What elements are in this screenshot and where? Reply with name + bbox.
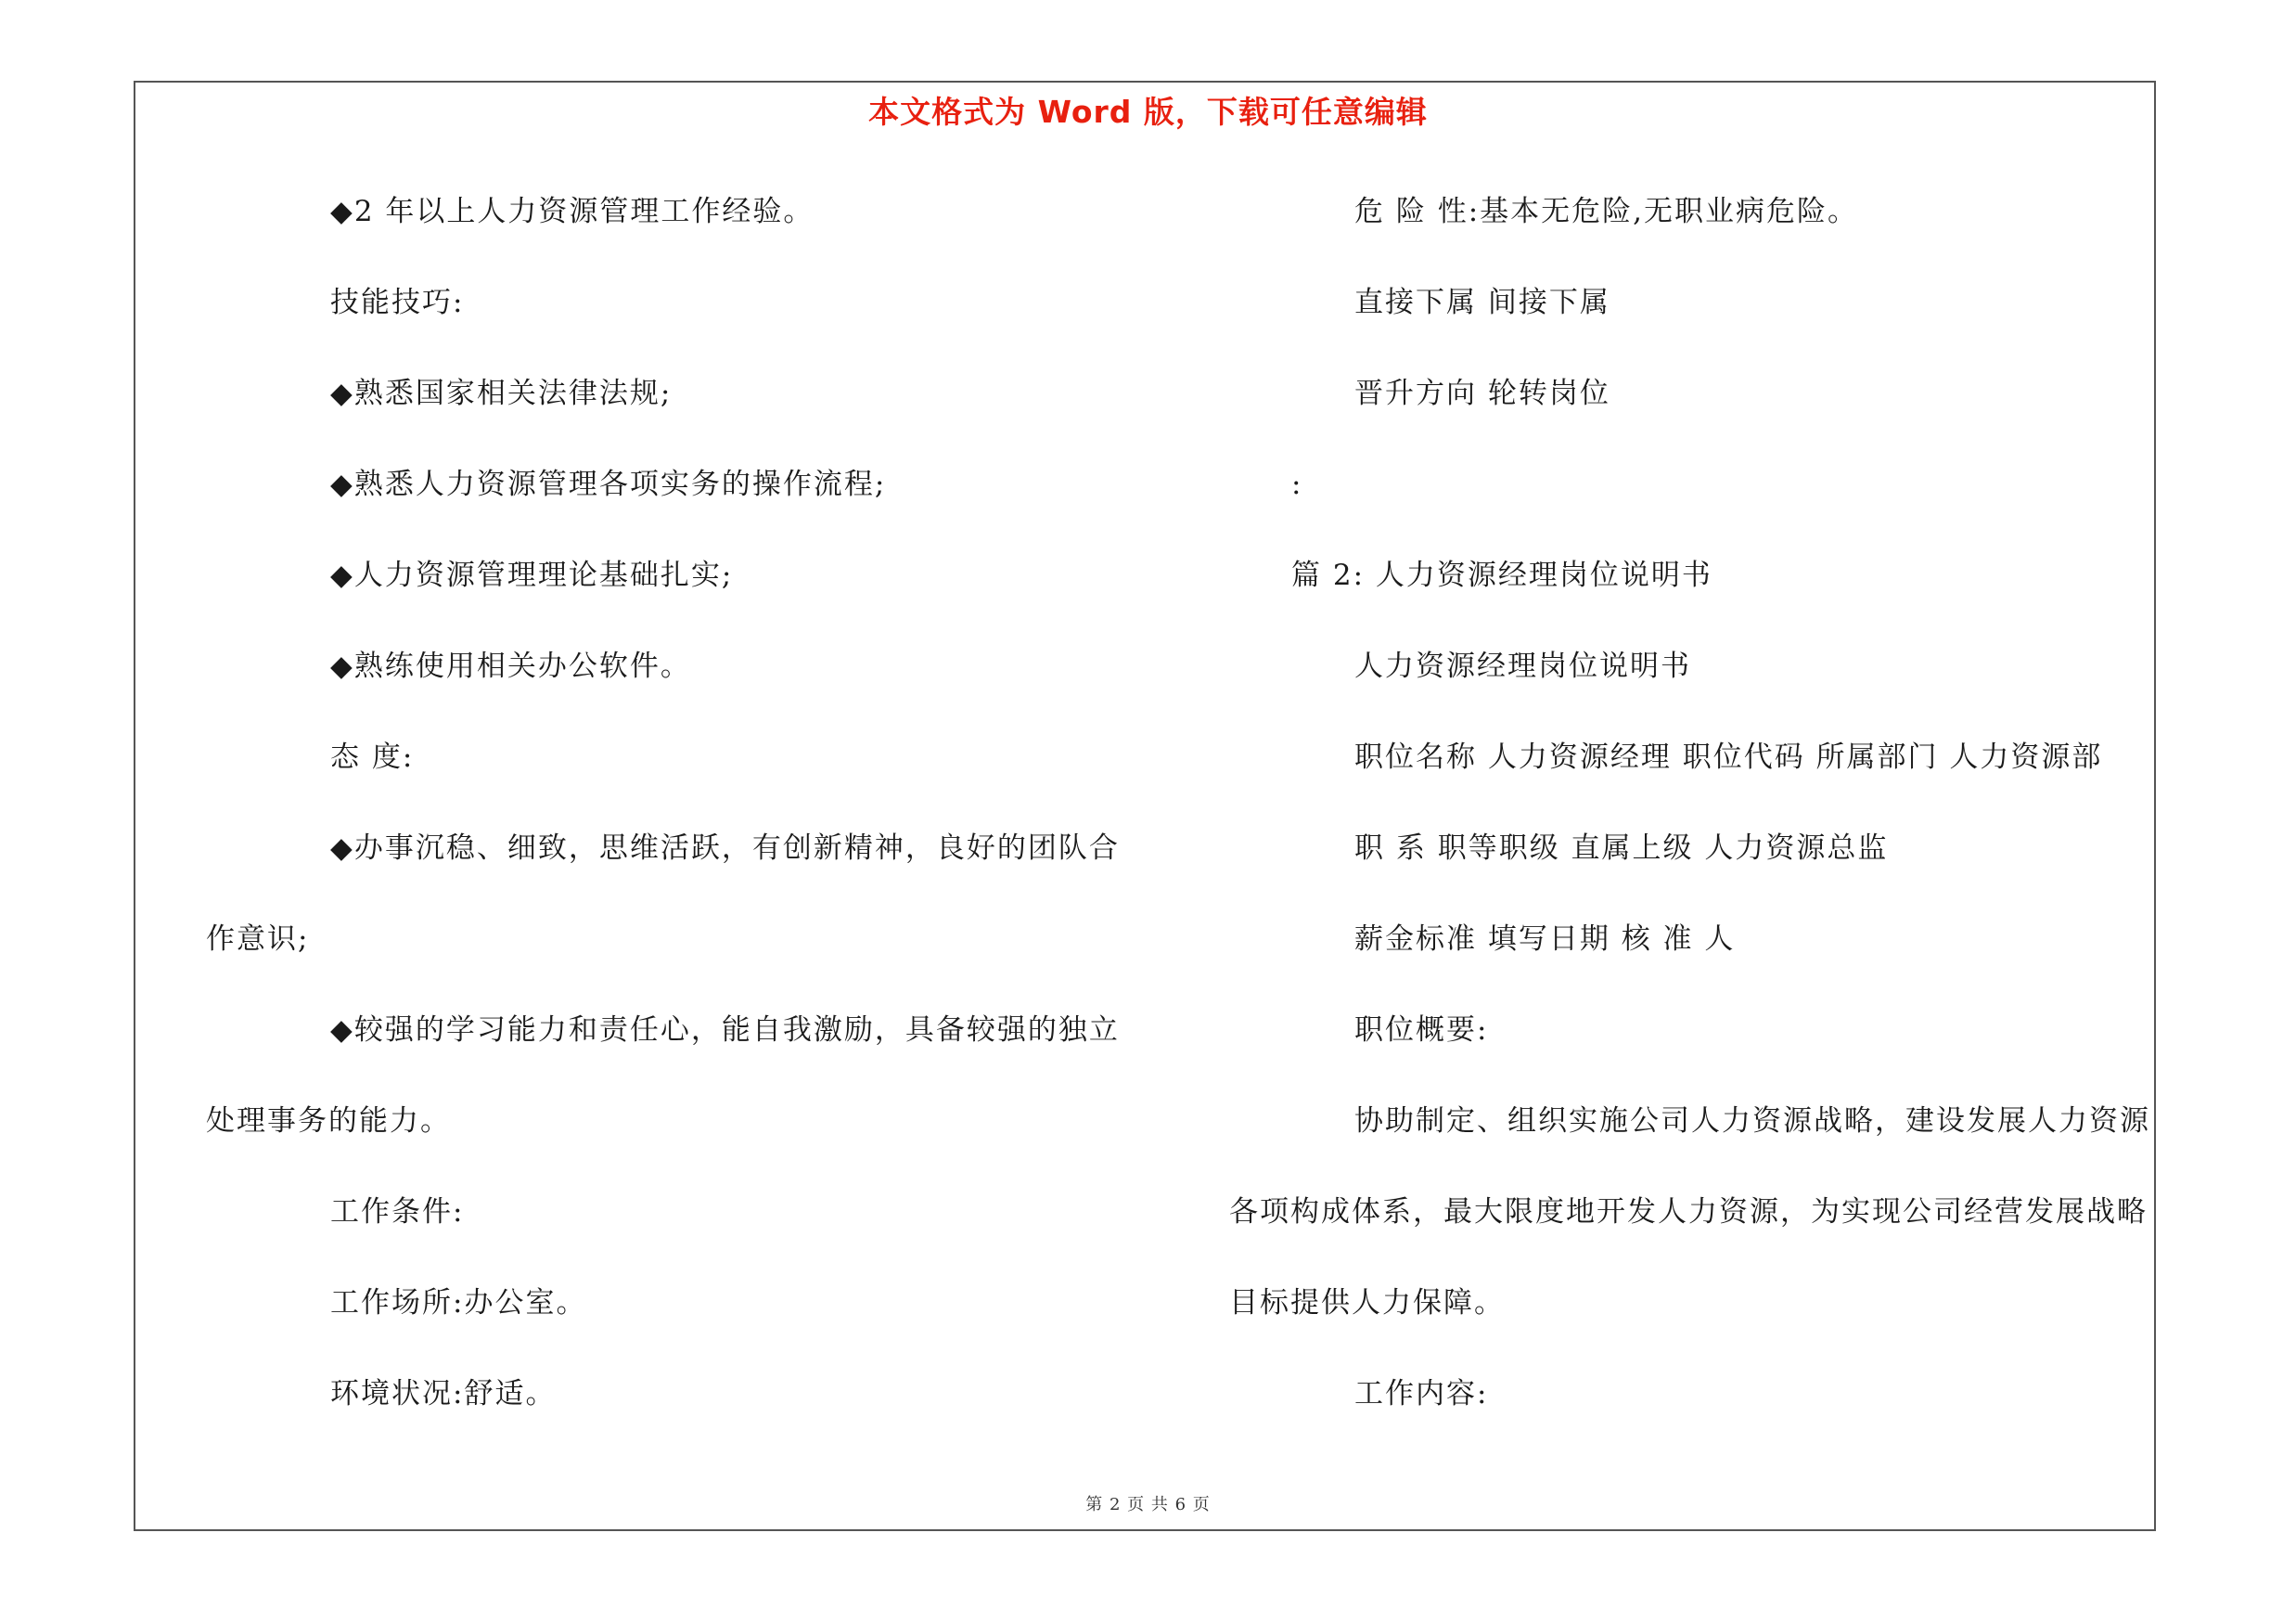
left-line-8: ◆办事沉稳、细致，思维活跃，有创新精神，良好的团队合: [330, 831, 1120, 865]
left-line-4: ◆熟悉人力资源管理各项实务的操作流程;: [330, 468, 887, 501]
right-line-12: 各项构成体系，最大限度地开发人力资源，为实现公司经营发展战略: [1229, 1195, 2148, 1229]
right-line-2: 直接下属 间接下属: [1354, 286, 1610, 319]
left-line-2: 技能技巧:: [330, 286, 465, 319]
left-line-13: 工作场所:办公室。: [330, 1286, 587, 1320]
left-line-9: 作意识;: [206, 922, 310, 956]
page-indicator: 第 2 页 共 6 页: [1085, 1495, 1211, 1514]
left-line-14: 环境状况:舒适。: [330, 1377, 557, 1410]
right-line-1: 危 险 性:基本无危险,无职业病危险。: [1354, 195, 1859, 228]
right-line-8: 职 系 职等职级 直属上级 人力资源总监: [1354, 831, 1889, 865]
left-line-10: ◆较强的学习能力和责任心，能自我激励，具备较强的独立: [330, 1013, 1120, 1047]
right-line-13: 目标提供人力保障。: [1229, 1286, 1505, 1320]
left-line-11: 处理事务的能力。: [206, 1104, 451, 1138]
right-line-4: :: [1291, 468, 1303, 501]
right-line-14: 工作内容:: [1354, 1377, 1489, 1410]
left-line-12: 工作条件:: [330, 1195, 465, 1229]
left-line-3: ◆熟悉国家相关法律法规;: [330, 377, 673, 410]
left-line-1: ◆2 年以上人力资源管理工作经验。: [330, 195, 815, 228]
left-line-6: ◆熟练使用相关办公软件。: [330, 650, 691, 683]
format-banner: 本文格式为 Word 版，下载可任意编辑: [868, 94, 1428, 130]
right-line-7: 职位名称 人力资源经理 职位代码 所属部门 人力资源部: [1354, 741, 2103, 774]
left-line-7: 态 度:: [330, 741, 415, 774]
left-line-5: ◆人力资源管理理论基础扎实;: [330, 559, 734, 592]
right-line-5: 篇 2: 人力资源经理岗位说明书: [1291, 559, 1712, 592]
right-line-3: 晋升方向 轮转岗位: [1354, 377, 1610, 410]
right-line-11: 协助制定、组织实施公司人力资源战略，建设发展人力资源: [1354, 1104, 2150, 1138]
right-line-6: 人力资源经理岗位说明书: [1354, 650, 1691, 683]
right-line-10: 职位概要:: [1354, 1013, 1489, 1047]
right-line-9: 薪金标准 填写日期 核 准 人: [1354, 922, 1736, 956]
